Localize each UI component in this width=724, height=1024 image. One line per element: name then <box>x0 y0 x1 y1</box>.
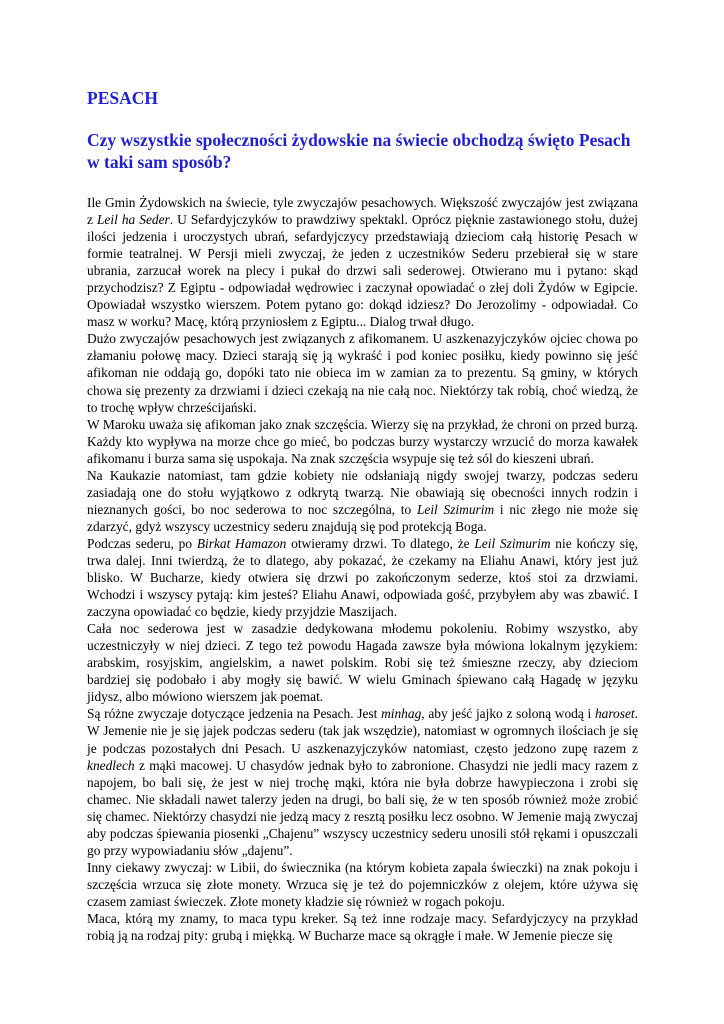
italic-term: Leil Szimurim <box>416 501 495 517</box>
paragraph <box>87 194 638 330</box>
text-run: , aby jeść jajko z soloną wodą i <box>421 706 595 722</box>
italic-term: Birkat Hamazon <box>196 535 287 551</box>
paragraph <box>87 467 638 535</box>
text-run: i nic złego nie może się zdarzyć, gdyż wszyscy uczestnicy sederu znajdują się pod protekcją Boga. <box>87 501 638 534</box>
italic-term: knedlech <box>87 757 135 773</box>
text-run: nie kończy się, trwa dalej. Inni twierdzą, że to dlatego, aby pokazać, że czekamy na Eliahu Anawi, który jest już blisko. W Bucharze, kiedy otwiera się drzwi po zakończonym sederze, ktoś stoi za drzwiami. Wchodzi i wszyscy pytają: kim jesteś? Eliahu Anawi, odpowiada gość, przybyłem aby was zbawić. I zaczyna opowiadać co będzie, kiedy przyjdzie Maszijach. <box>87 535 639 620</box>
paragraph <box>87 859 638 910</box>
italic-term: haroset <box>594 706 635 722</box>
text-run: Na Kaukazie natomiast, tam gdzie kobiety nie odsłaniają nigdy swojej twarzy, podczas sederu zasiadają one do stołu wyjątkowo z odkrytą twarzą. Nie obawiają się obecności innych rodzin i nieznanych gości, bo noc sederowa to noc szczególna, to <box>87 467 638 517</box>
italic-term: minhag <box>381 706 422 722</box>
text-run: Cała noc sederowa jest w zasadzie dedykowana młodemu pokoleniu. Robimy wszystko, aby uczestniczyły w niej dzieci. Z tego też powodu Hagada zawsze była mówiona lokalnym językiem: arabskim, rosyjskim, angielskim, a nawet polskim. Robi się też śmieszne rzeczy, aby dzieciom bardziej się podobało i aby mogły się bawić. W wielu Gminach śpiewano całą Hagadę w języku jidysz, albo mówiono wierszem jak poemat. <box>87 621 638 705</box>
italic-term: Leil ha Seder <box>96 212 170 228</box>
text-run: Maca, którą my znamy, to maca typu kreker. Są też inne rodzaje macy. Sefardyjczycy na przykład robią ją na rodzaj pity: grubą i miękką. W Bucharze mace są okrągłe i małe. W Jemenie piecze się <box>87 910 638 944</box>
italic-term: Leil Szimurim <box>474 535 551 551</box>
text-run: . W Jemenie nie je się jajek podczas sederu (tak jak wszędzie), natomiast w ogromnych ilościach je się je podczas pozostałych dni Pesach. U aszkenazyjczyków natomiast, często jedzono zupę razem z <box>87 706 638 756</box>
text-run: Podczas sederu, po <box>87 535 197 551</box>
paragraph <box>87 705 638 858</box>
section-heading: Czy wszystkie społeczności żydowskie na świecie obchodzą święto Pesach w taki sam sposób? <box>87 130 631 172</box>
text-run: z mąki macowej. U chasydów jednak było to zabronione. Chasydzi nie jedli macy razem z napojem, bo bali się, że jest w niej trochę mąki, która nie była dobrze hawypieczona i zrobi się chamec. Nie składali nawet talerzy jeden na drugi, bo bali się, że w ten sposób również może zrobić się chamec. Niektórzy chasydzi nie jedzą macy z resztą posiłku lecz osobno. W Jemenie mają zwyczaj aby podczas śpiewania piosenki „Chajenu” wszyscy uczestnicy sederu unosili stół rękami i opuszczali go przy wypowiadaniu słów „dajenu”. <box>87 757 638 858</box>
paragraph <box>87 535 638 620</box>
text-run: Inny ciekawy zwyczaj: w Libii, do świecznika (na którym kobieta zapala świeczki) na znak pokoju i szczęścia wrzuca się złote monety. Wrzuca się je też do pojemniczków z olejem, które używa się czasem zamiast świeczek. Złote monety kładzie się również w rogach pokoju. <box>87 859 638 909</box>
text-run: Ile Gmin Żydowskich na świecie, tyle zwyczajów pesachowych. Większość zwyczajów jest związana z <box>87 195 638 228</box>
paragraph <box>87 620 638 705</box>
paragraph <box>87 910 638 944</box>
page-title: PESACH <box>87 88 158 108</box>
text-run: Są różne zwyczaje dotyczące jedzenia na Pesach. Jest <box>87 706 382 722</box>
document-page <box>87 88 638 944</box>
paragraph <box>87 416 638 467</box>
text-run: W Maroku uważa się afikoman jako znak szczęścia. Wierzy się na przykład, że chroni on przed burzą. Każdy kto wypływa na morze chce go mieć, bo podczas burzy wystarczy wrzucić do morza kawałek afikomanu i burza sama się uspokaja. Na znak szczęścia wsypuje się też sól do kieszeni ubrań. <box>87 416 638 466</box>
text-run: Dużo zwyczajów pesachowych jest związanych z afikomanem. U aszkenazyjczyków ojciec chowa po złamaniu połowę macy. Dzieci starają się ją wykraść i pod koniec posiłku, kiedy powinno się jeść afikoman nie oddają go, dopóki tato nie obieca im w zamian za to prezentu. Są gminy, w których chowa się prezenty za drzwiami i dzieci czekają na nie całą noc. Niektórzy tak robią, choć wiedzą, że to trochę wpływ chrześcijański. <box>87 331 638 415</box>
document-body <box>87 194 638 944</box>
paragraph <box>87 330 638 415</box>
text-run: otwieramy drzwi. To dlatego, że <box>286 535 475 551</box>
text-run: . U Sefardyjczyków to prawdziwy spektakl. Oprócz pięknie zastawionego stołu, dużej ilości jedzenia i uroczystych ubrań, sefardyjczycy przedstawiają dzieciom całą historię Pesach w formie teatralnej. W Persji mieli zwyczaj, że jeden z uczestników Sederu przebierał się w stare ubrania, zarzucał worek na plecy i pukał do drzwi sali sederowej. Otwierano mu i pytano: skąd przychodzisz? Z Egiptu - odpowiadał wędrowiec i zaczynał opowiadać o złej doli Żydów w Egipcie. Opowiadał wszystko wierszem. Potem pytano go: dokąd idziesz? Do Jerozolimy - odpowiadał. Co masz w worku? Macę, którą przyniosłem z Egiptu... Dialog trwał długo. <box>87 212 639 330</box>
